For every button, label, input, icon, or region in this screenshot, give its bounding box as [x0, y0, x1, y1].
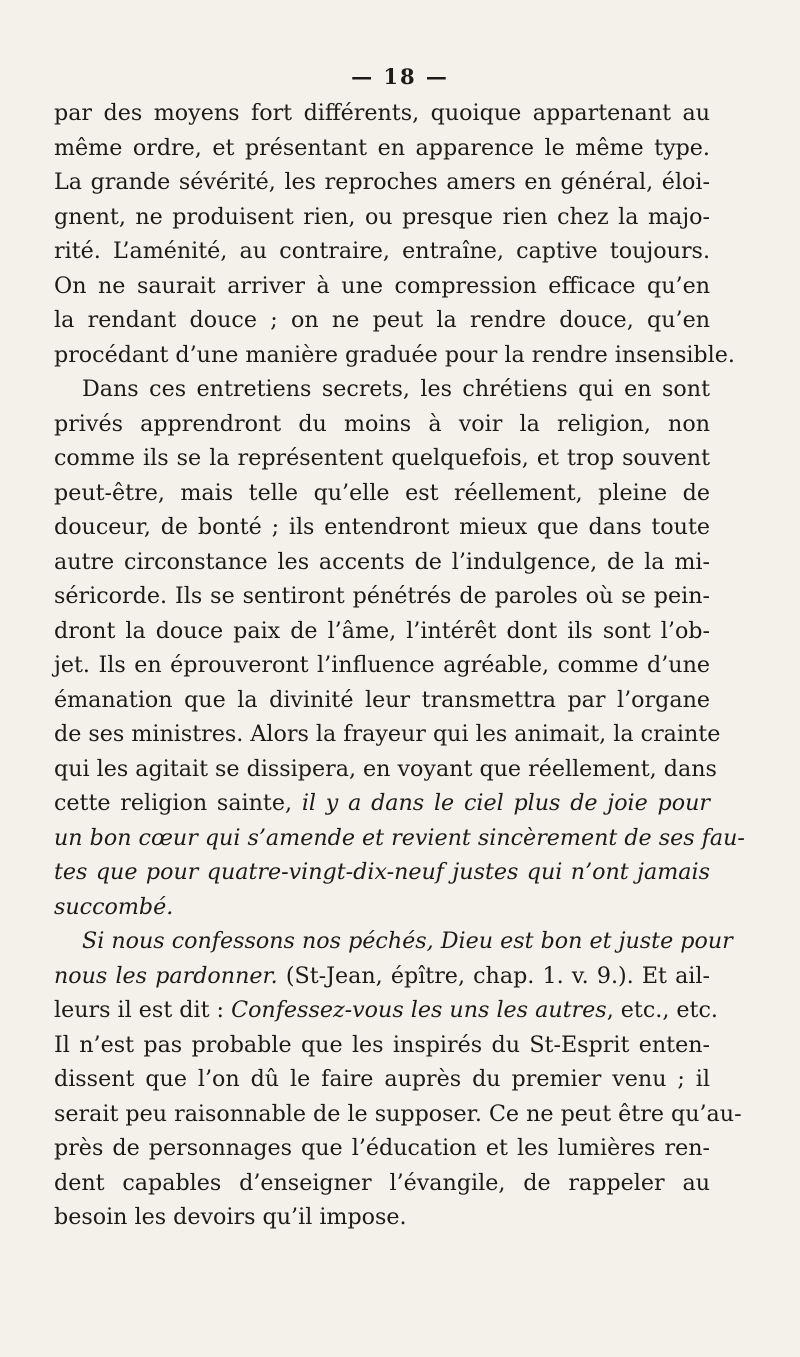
- text-line: [54, 200, 710, 235]
- text-run: douceur, de bonté ; ils entendront mieux que dans toute: [54, 514, 710, 540]
- italic-text: Confessez-vous les uns les autres: [231, 997, 607, 1023]
- text-run: dront la douce paix de l’âme, l’intérêt dont ils sont l’ob-: [54, 617, 710, 644]
- text-run: Il n’est pas probable que les inspirés du St-Esprit enten-: [54, 1031, 710, 1058]
- text-line: [54, 407, 710, 442]
- text-line: [54, 821, 745, 856]
- text-line: [54, 717, 721, 752]
- text-line: [54, 1166, 710, 1201]
- text-run: privés apprendront du moins à voir la religion, non: [54, 410, 710, 437]
- text-run: On ne saurait arriver à une compression efficace qu’en: [54, 272, 710, 299]
- text-line: [54, 1200, 710, 1235]
- text-line: [54, 96, 710, 131]
- body-text: [54, 96, 745, 1235]
- text-run: Dans ces entretiens secrets, les chrétiens qui en sont: [82, 376, 710, 402]
- text-line: [54, 648, 710, 683]
- italic-text: Si nous confessons nos péchés, Dieu est bon et juste pour: [82, 928, 733, 954]
- text-run: dissent que l’on dû le faire auprès du premier venu ; il: [54, 1066, 710, 1092]
- text-line: [54, 510, 710, 545]
- text-line: [54, 959, 710, 994]
- text-line: [54, 752, 717, 787]
- text-run: qui les agitait se dissipera, en voyant que réellement, dans: [54, 755, 717, 782]
- text-run: dent capables d’enseigner l’évangile, de rappeler au: [54, 1169, 710, 1196]
- text-run: peut-être, mais telle qu’elle est réellement, pleine de: [54, 479, 710, 506]
- text-run: , etc., etc.: [606, 997, 718, 1023]
- text-run: la rendant douce ; on ne peut la rendre douce, qu’en: [54, 307, 710, 333]
- text-line: [54, 924, 733, 959]
- italic-text: un bon cœur qui s’amende et revient sincèrement de ses fau-: [54, 824, 745, 851]
- text-run: gnent, ne produisent rien, ou presque rien chez la majo-: [54, 203, 710, 230]
- text-line: [54, 545, 710, 580]
- text-run: même ordre, et présentant en apparence le même type.: [54, 134, 710, 161]
- text-line: [54, 1028, 710, 1063]
- text-line: [54, 993, 718, 1028]
- text-run: cette religion sainte,: [54, 790, 302, 816]
- text-run: rité. L’aménité, au contraire, entraîne, captive toujours.: [54, 238, 710, 264]
- text-run: près de personnages que l’éducation et les lumières ren-: [54, 1135, 710, 1161]
- italic-text: succombé.: [54, 893, 174, 920]
- text-line: [54, 1062, 710, 1097]
- text-line: [54, 786, 710, 821]
- text-run: séricorde. Ils se sentiront pénétrés de paroles où se pein-: [54, 583, 710, 609]
- italic-text: il y a dans le ciel plus de joie pour: [301, 790, 710, 816]
- text-run: par des moyens fort différents, quoique appartenant au: [54, 100, 710, 126]
- text-run: (St-Jean, épître, chap. 1. v. 9.). Et ail-: [277, 962, 710, 989]
- text-line: [54, 131, 710, 166]
- text-line: [54, 683, 710, 718]
- text-run: serait peu raisonnable de le supposer. Ce ne peut être qu’au-: [54, 1100, 742, 1127]
- text-run: émanation que la divinité leur transmettra par l’organe: [54, 686, 710, 713]
- text-run: La grande sévérité, les reproches amers en général, éloi-: [54, 169, 710, 195]
- italic-text: tes que pour quatre-vingt-dix-neuf justes qui n’ont jamais: [54, 859, 710, 885]
- text-line: [54, 476, 710, 511]
- text-run: de ses ministres. Alors la frayeur qui les animait, la crainte: [54, 721, 721, 747]
- text-line: [54, 1097, 742, 1132]
- italic-text: nous les pardonner.: [54, 962, 278, 989]
- text-line: [54, 372, 710, 407]
- text-run: besoin les devoirs qu’il impose.: [54, 1204, 407, 1230]
- text-line: [54, 614, 710, 649]
- page-number: — 18 —: [351, 64, 449, 89]
- text-run: comme ils se la représentent quelquefois, et trop souvent: [54, 445, 710, 471]
- text-line: [54, 890, 710, 925]
- text-line: [54, 165, 710, 200]
- text-run: procédant d’une manière graduée pour la rendre insensible.: [54, 341, 735, 368]
- text-line: [54, 303, 710, 338]
- text-line: [54, 1131, 710, 1166]
- text-line: [54, 338, 735, 373]
- text-line: [54, 234, 710, 269]
- text-run: leurs il est dit :: [54, 997, 232, 1023]
- text-line: [54, 441, 710, 476]
- text-line: [54, 855, 710, 890]
- text-run: jet. Ils en éprouveront l’influence agréable, comme d’une: [54, 652, 710, 678]
- text-run: autre circonstance les accents de l’indulgence, de la mi-: [54, 548, 710, 575]
- text-line: [54, 269, 710, 304]
- text-line: [54, 579, 710, 614]
